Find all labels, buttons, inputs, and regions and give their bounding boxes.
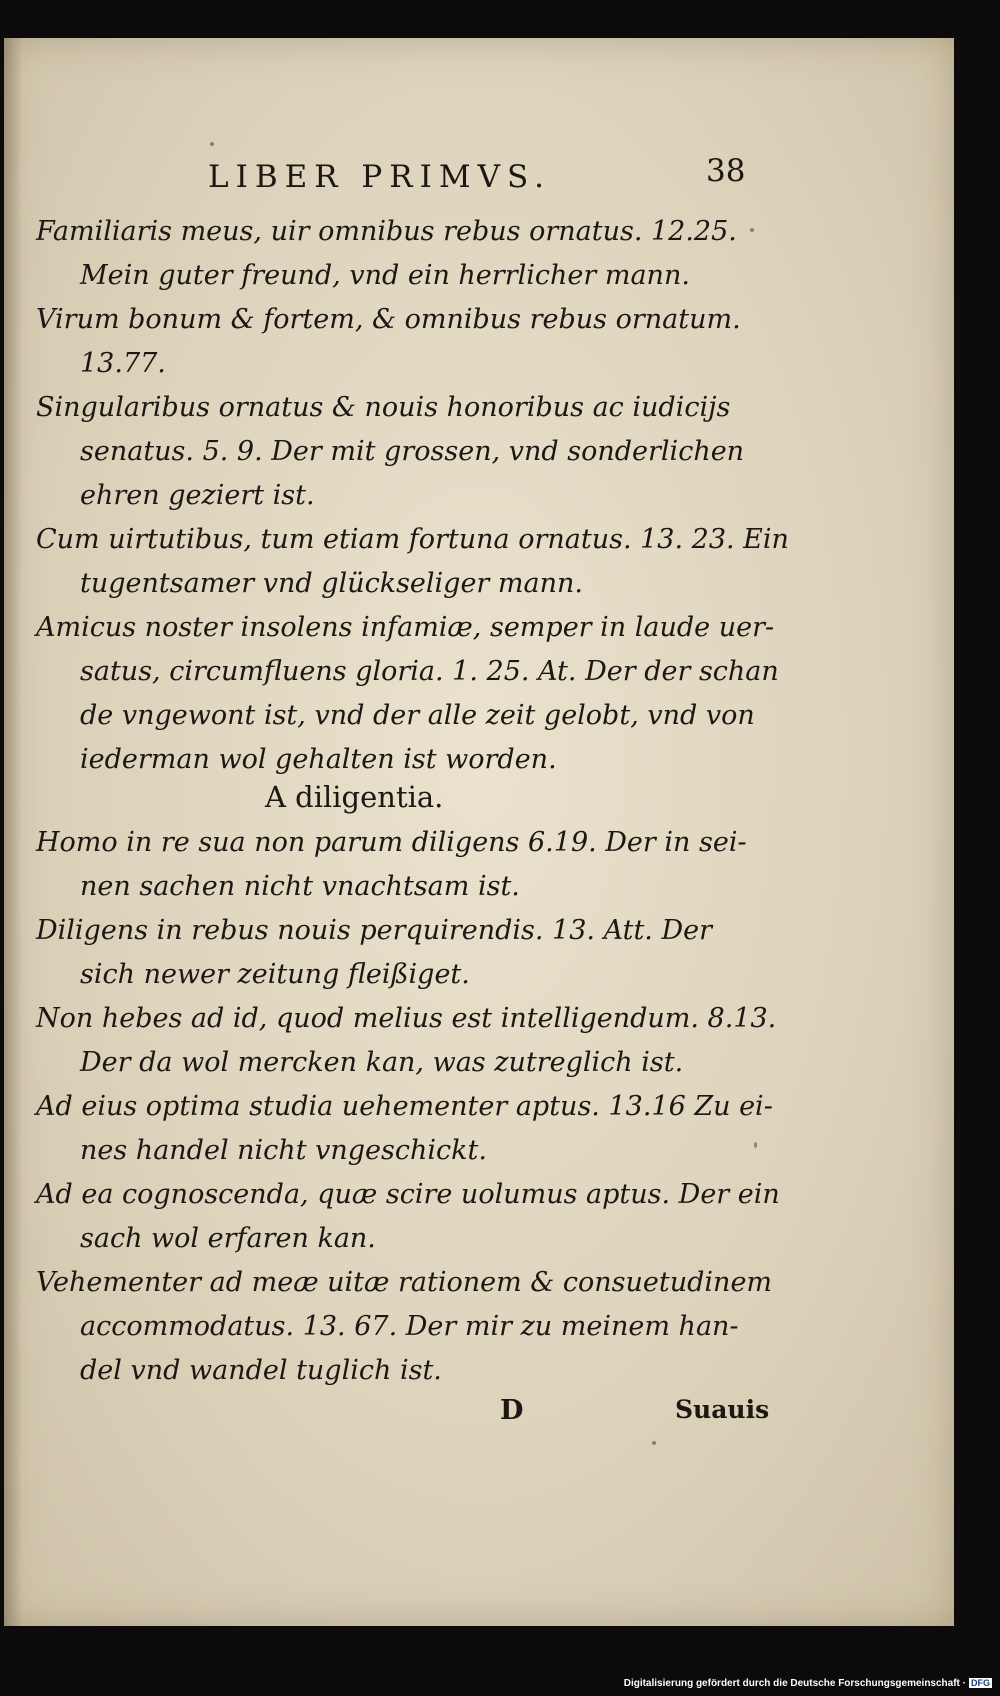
text-line: Familiaris meus, uir omnibus rebus ornatus. 12.25. xyxy=(36,216,737,247)
signature-mark: D xyxy=(500,1395,524,1426)
text-line: Cum uirtutibus, tum etiam fortuna ornatus. 13. 23. Ein xyxy=(36,524,789,555)
text-line: Der da wol mercken kan, was zutreglich ist. xyxy=(80,1047,684,1078)
text-line: 13.77. xyxy=(80,348,166,379)
text-line: Ad ea cognoscenda, quæ scire uolumus aptus. Der ein xyxy=(36,1179,780,1210)
text-line: tugentsamer vnd glückseliger mann. xyxy=(80,568,583,599)
text-line: Non hebes ad id, quod melius est intelligendum. 8.13. xyxy=(36,1003,777,1034)
credit-text: Digitalisierung gefördert durch die Deutsche Forschungsgemeinschaft · xyxy=(623,1678,966,1689)
text-line: Homo in re sua non parum diligens 6.19. Der in sei- xyxy=(36,827,747,858)
page-gutter-shadow xyxy=(4,38,22,1626)
text-line: nes handel nicht vngeschickt. xyxy=(80,1135,487,1166)
text-line: Singularibus ornatus & nouis honoribus ac iudicijs xyxy=(36,392,731,423)
text-line: senatus. 5. 9. Der mit grossen, vnd sonderlichen xyxy=(80,436,745,467)
running-head: LIBER PRIMVS. xyxy=(208,159,551,195)
text-line: iederman wol gehalten ist worden. xyxy=(80,744,557,775)
text-line: accommodatus. 13. 67. Der mir zu meinem han- xyxy=(80,1311,739,1342)
text-line: Diligens in rebus nouis perquirendis. 13. Att. Der xyxy=(36,915,712,946)
ink-speck xyxy=(754,1142,757,1148)
page-number: 38 xyxy=(706,153,746,189)
text-line: Vehementer ad meæ uitæ rationem & consuetudinem xyxy=(36,1267,773,1298)
text-line: Ad eius optima studia uehementer aptus. 13.16 Zu ei- xyxy=(36,1091,773,1122)
dfg-logo: DFG xyxy=(971,1678,990,1688)
text-line: Virum bonum & fortem, & omnibus rebus ornatum. xyxy=(36,304,741,335)
text-line: nen sachen nicht vnachtsam ist. xyxy=(80,871,520,902)
text-line: sach wol erfaren kan. xyxy=(80,1223,376,1254)
ink-speck xyxy=(210,142,214,146)
ink-speck xyxy=(750,228,754,232)
ink-speck xyxy=(652,1441,656,1445)
section-heading: A diligentia. xyxy=(265,780,444,814)
text-line: Amicus noster insolens infamiæ, semper in laude uer- xyxy=(36,612,775,643)
catchword: Suauis xyxy=(675,1395,770,1424)
digitization-credit xyxy=(624,1678,992,1689)
text-line: del vnd wandel tuglich ist. xyxy=(80,1355,442,1386)
text-line: satus, circumfluens gloria. 1. 25. At. Der der schan xyxy=(80,656,779,687)
text-line: Mein guter freund, vnd ein herrlicher mann. xyxy=(80,260,690,291)
text-line: sich newer zeitung fleißiget. xyxy=(80,959,470,990)
text-line: de vngewont ist, vnd der alle zeit gelobt, vnd von xyxy=(80,700,755,731)
text-line: ehren geziert ist. xyxy=(80,480,315,511)
